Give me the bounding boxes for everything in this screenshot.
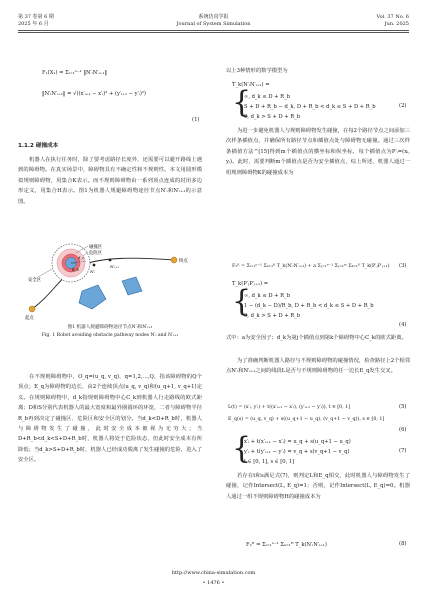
section-title: 1.1.2 碰撞成本 [18,143,59,149]
footer-page-number: • 1476 • [202,580,225,586]
irregular-obstacle-1 [79,285,106,309]
paragraph-1-text: 机器人在执行任务时，除了要考虑路径长度外，还需要可以避开路线上遇到的障碍物。在真实场景中，障碍物具有不确定性和不规则性。本文用圆形模拟规则障碍物，用集合K表示。而不规则障碍物由一系列顶点连成的封闭多边形定义，用集合H表示。图1为机器人规避障碍物途径节点N′ᵢ和N′ᵢ₊₁的示意图。 [18,157,202,205]
equation-1-number: (1) [192,117,200,123]
figure-caption-cn: 图1 机器人规避障碍物途径节点N′ᵢ和N′ᵢ₊₁ [67,325,153,330]
paragraph-4 [226,356,410,377]
label-rb: R_b [72,268,79,272]
equation-1-line-1: F₁(X₁) = Σᵢ₌₁ⁿ⁻¹ ‖N′ᵢN′ᵢ₊₁‖ [42,70,107,76]
equation-2-number: (2) [399,103,407,109]
equation-2-case-1: ∞, d_k ≤ D + R_b [244,94,290,100]
equation-2-case-3: 0, d_k > S + D + R_b [244,114,301,120]
equation-2-case-2: S + D + R_b − d_k, D + R_b < d_k ≤ S + D + R_b [244,104,376,110]
equation-4-case-2: 1 − (d_k − D)/R_b, D + R_b < d_k ≤ S + D + R_b [244,303,374,309]
equation-7-case-1: x′ᵢ + t(x′ᵢ₊₁ − x′ᵢ) = u_q + s(u_q+1 − u_q) [244,439,351,445]
equation-4-brace: { [232,284,252,319]
paragraph-2-text: 在不规则障碍物中，O_q=(u_q, v_q)，q=1,2,…,Q，指该障碍物的Q个顶点；E_q为障碍物的边长，由2个连续顶点(u_q, v_q)和(u_q+1, v_q+1)定义。在规则障碍物中，d_k指规则障碍物中心C_k到机器人行走路线的欧式距离；D和S分别代表机器人的最大宽度和最外圈圆环的环宽，二者与障碍物半径R_b再到决定了碰撞区、危险区和安全区的划分。当d_k<D+R_b时，机器人与障碍物发生了碰撞，此时安全成本被视为无穷大；当D+R_b<d_k<S+D+R_b时，机器人将处于危险状态，但此时安全成本有所降低；当d_k>S+D+R_b时，机器人已经成功脱离了发生碰撞的危险，进入了安全区。 [18,374,202,464]
paragraph-5-text: 若存在t和s满足式(7)，则判定L和E_q相交，此时机器人与障碍物发生了碰撞，记作Intersect(L, E_q)=1；否则，记作Intersect(L, E_q)=0。机器人通过一组不规则障碍物H的碰撞成本为 [226,473,410,500]
equation-4-head: T_k(P′ⱼP′ⱼ₊₁) = [232,281,269,287]
paragraph-4a-text: 式中：a为安全因子；d_k为第j个插值点到第k个障碍物中心C_k的欧式距离。 [226,335,407,341]
label-node-i1: N′ᵢ₊₁ [110,264,119,269]
start-point [29,306,35,312]
equation-4-number: (4) [399,322,407,328]
equation-4-case-1: ∞, d_k ≤ D + R_b [244,293,290,299]
equation-5-number: (5) [399,404,407,410]
equation-1-line-2: ‖N′ᵢN′ᵢ₊₁‖ = √((x′ᵢ₊₁ − x′ᵢ)² + (y′ᵢ₊₁ − y′ᵢ)²) [42,91,146,97]
paragraph-3-text: 为进一步避免机器人与规则障碍物发生碰撞，在每2个路径节点之间添加三次样条插值点，并确保所有路径节点和插值点处与障碍物无碰撞。通过三次样条插值方法^[15]得到m个插值点的横坐标和纵坐标，每个插值点为P′ᵢ=(xᵢ, yᵢ)。此时，需要判断m个插值点是否为安全插值点，综上所述，机器人通过一组规则障碍物K的碰撞成本为 [226,128,410,176]
safe-pointer [38,269,52,277]
label-node-i: N′ᵢ [90,269,96,274]
journal-title-cn: 系统仿真学报 [198,14,229,20]
equation-7-case-2: y′ᵢ + t(y′ᵢ₊₁ − y′ᵢ) = v_q + s(v_q+1 − v_q) [244,449,350,455]
footer-url: http://www.china-simulation.com [171,570,256,576]
journal-date: 2025 年 6 月 [18,21,49,27]
paragraph-1 [18,155,202,207]
right-intro-text: 以上3种情形的数学模型为 [226,68,288,74]
paragraph-2 [18,372,202,466]
label-collision: 碰撞区 [89,245,103,250]
node-n-i [93,264,96,267]
irregular-obstacle-2 [122,277,142,295]
label-safe: 安全区 [28,278,42,283]
paragraph-4-text: 为了准确判断机器人路径与不规则障碍物的碰撞情况，检查路径上2个相邻点N′ᵢ和N′ᵢ₊₁之间的线段L是否与不规则障碍物的任一边长E_q发生交叉。 [226,358,410,375]
label-end: 终点 [179,259,188,264]
equation-3: F₂ᴷ = Σᵢ₌₁ⁿ⁻¹ Σₖ₌₁ᴷ T_k(N′ᵢN′ᵢ₊₁) + a Σⱼ₌₁ⁿ⁻¹ Σⱼ₌₁ᵐ Σₖ₌₁ᴷ T_k(P′ⱼP′ⱼ₊₁) [232,264,390,269]
figure-caption-en: Fig. 1 Robot avoiding obstacle pathway nodes N′ᵢ and N′ᵢ₊₁ [41,333,179,338]
equation-2-brace: { [232,85,252,120]
end-point [171,257,177,263]
equation-7-case-3: t ∈ [0, 1], s ∈ [0, 1] [244,459,295,465]
equation-6-number: (6) [399,427,407,433]
journal-date-en: Jun. 2025 [384,21,409,27]
equation-8-number: (8) [399,541,407,547]
label-start: 起点 [25,316,34,321]
figure-1-robot-obstacle [24,243,202,323]
right-intro [226,66,410,76]
equation-6: E_q(s) = (u_q, v_q) + s((u_q+1 − u_q), (v_q+1 − v_q)), s ∈ [0, 1] [228,417,385,422]
equation-3-number: (3) [399,263,407,269]
journal-volume-en: Vol. 37 No. 6 [376,14,409,20]
label-danger: 危险区 [89,251,103,256]
paragraph-3 [226,126,410,178]
equation-4-case-3: 0, d_k > S + D + R_b [244,313,301,319]
paragraph-4a [226,333,410,343]
equation-2-head: T_k(N′ᵢN′ᵢ₊₁) = [232,82,270,88]
label-dz: d_z [78,256,84,260]
node-n-i1 [109,259,112,262]
equation-5: L(t) = (x′ᵢ, y′ᵢ) + t((x′ᵢ₊₁ − x′ᵢ), (y′ᵢ₊₁ − y′ᵢ)), t ∈ [0, 1] [228,405,351,410]
paragraph-5 [226,471,410,502]
equation-7-number: (7) [399,448,407,454]
equation-7-brace: { [232,431,252,466]
equation-8: F₂ᴴ = Σᵢ₌₁ⁿ⁻¹ Σₖ₌₁ᴴ T_k(N′ᵢN′ᵢ₊₁) [246,542,327,548]
journal-title-en: Journal of System Simulation [176,21,251,27]
header-rule-2 [18,32,409,33]
journal-volume: 第 37 卷第 6 期 [18,14,54,20]
